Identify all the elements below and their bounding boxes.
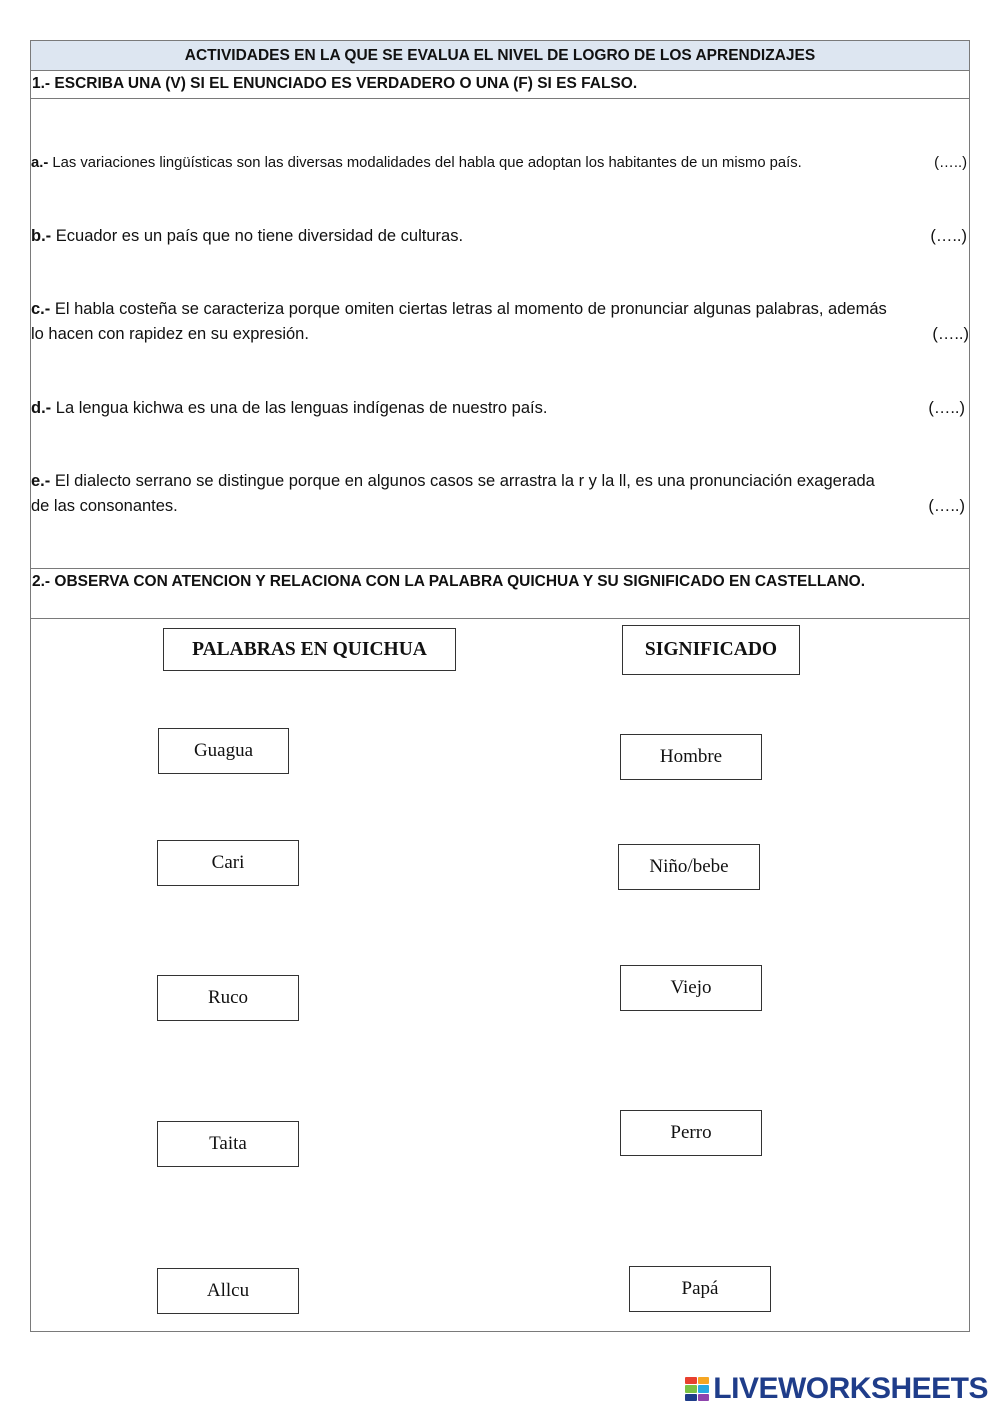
statement-d	[31, 396, 969, 421]
quichua-words-header: PALABRAS EN QUICHUA	[163, 628, 456, 671]
statement-text-continued: lo hacen con rapidez en su expresión.	[31, 325, 309, 343]
statement-b	[31, 224, 969, 249]
logo-square	[685, 1394, 697, 1401]
quichua-word-box[interactable]: Ruco	[157, 975, 299, 1021]
statement-letter: c.-	[31, 300, 51, 318]
answer-blank[interactable]: (…..)	[928, 497, 965, 515]
quichua-word-box[interactable]: Guagua	[158, 728, 289, 774]
divider	[31, 618, 969, 619]
divider	[31, 568, 969, 569]
statement-letter: d.-	[31, 399, 52, 417]
statement-text: Las variaciones lingüísticas son las diversas modalidades del habla que adoptan los habitantes de un mismo país.	[52, 155, 802, 171]
logo-square	[698, 1385, 710, 1392]
logo-square	[698, 1394, 710, 1401]
worksheet-title: ACTIVIDADES EN LA QUE SE EVALUA EL NIVEL DE LOGRO DE LOS APRENDIZAJES	[31, 41, 969, 71]
quichua-word-box[interactable]: Allcu	[157, 1268, 299, 1314]
statement-a	[31, 151, 969, 176]
logo-square	[685, 1377, 697, 1384]
question-2-instruction: 2.- OBSERVA CON ATENCION Y RELACIONA CON LA PALABRA QUICHUA Y SU SIGNIFICADO EN CASTELLANO.	[32, 573, 866, 590]
meaning-word-box[interactable]: Papá	[629, 1266, 771, 1312]
quichua-word-box[interactable]: Cari	[157, 840, 299, 886]
answer-blank[interactable]: (…..)	[932, 325, 969, 343]
meaning-header: SIGNIFICADO	[622, 625, 800, 675]
liveworksheets-logo-icon	[685, 1377, 709, 1401]
meaning-word-box[interactable]: Viejo	[620, 965, 762, 1011]
statement-text-continued: de las consonantes.	[31, 497, 178, 515]
statement-text: Ecuador es un país que no tiene diversidad de culturas.	[55, 227, 464, 245]
statement-text: El dialecto serrano se distingue porque en algunos casos se arrastra la r y la ll, es una pronunciación exagerada	[54, 472, 875, 490]
meaning-word-box[interactable]: Perro	[620, 1110, 762, 1156]
liveworksheets-logo-text: LIVEWORKSHEETS	[713, 1372, 988, 1405]
quichua-word-box[interactable]: Taita	[157, 1121, 299, 1167]
answer-blank[interactable]: (…..)	[930, 227, 967, 245]
statement-c	[31, 297, 969, 347]
answer-blank[interactable]: (…..)	[928, 399, 965, 417]
statement-e	[31, 469, 969, 519]
logo-square	[685, 1385, 697, 1392]
worksheet	[30, 40, 970, 1332]
meaning-word-box[interactable]: Niño/bebe	[618, 844, 760, 890]
statement-text: El habla costeña se caracteriza porque omiten ciertas letras al momento de pronunciar algunas palabras, además	[54, 300, 887, 318]
question-1-instruction: 1.- ESCRIBA UNA (V) SI EL ENUNCIADO ES VERDADERO O UNA (F) SI ES FALSO.	[31, 70, 969, 99]
answer-blank[interactable]: (…..)	[934, 155, 967, 171]
liveworksheets-logo	[685, 1373, 988, 1405]
statement-text: La lengua kichwa es una de las lenguas indígenas de nuestro país.	[55, 399, 548, 417]
statement-letter: a.-	[31, 155, 49, 171]
meaning-word-box[interactable]: Hombre	[620, 734, 762, 780]
statement-letter: e.-	[31, 472, 51, 490]
logo-square	[698, 1377, 710, 1384]
statement-letter: b.-	[31, 227, 52, 245]
